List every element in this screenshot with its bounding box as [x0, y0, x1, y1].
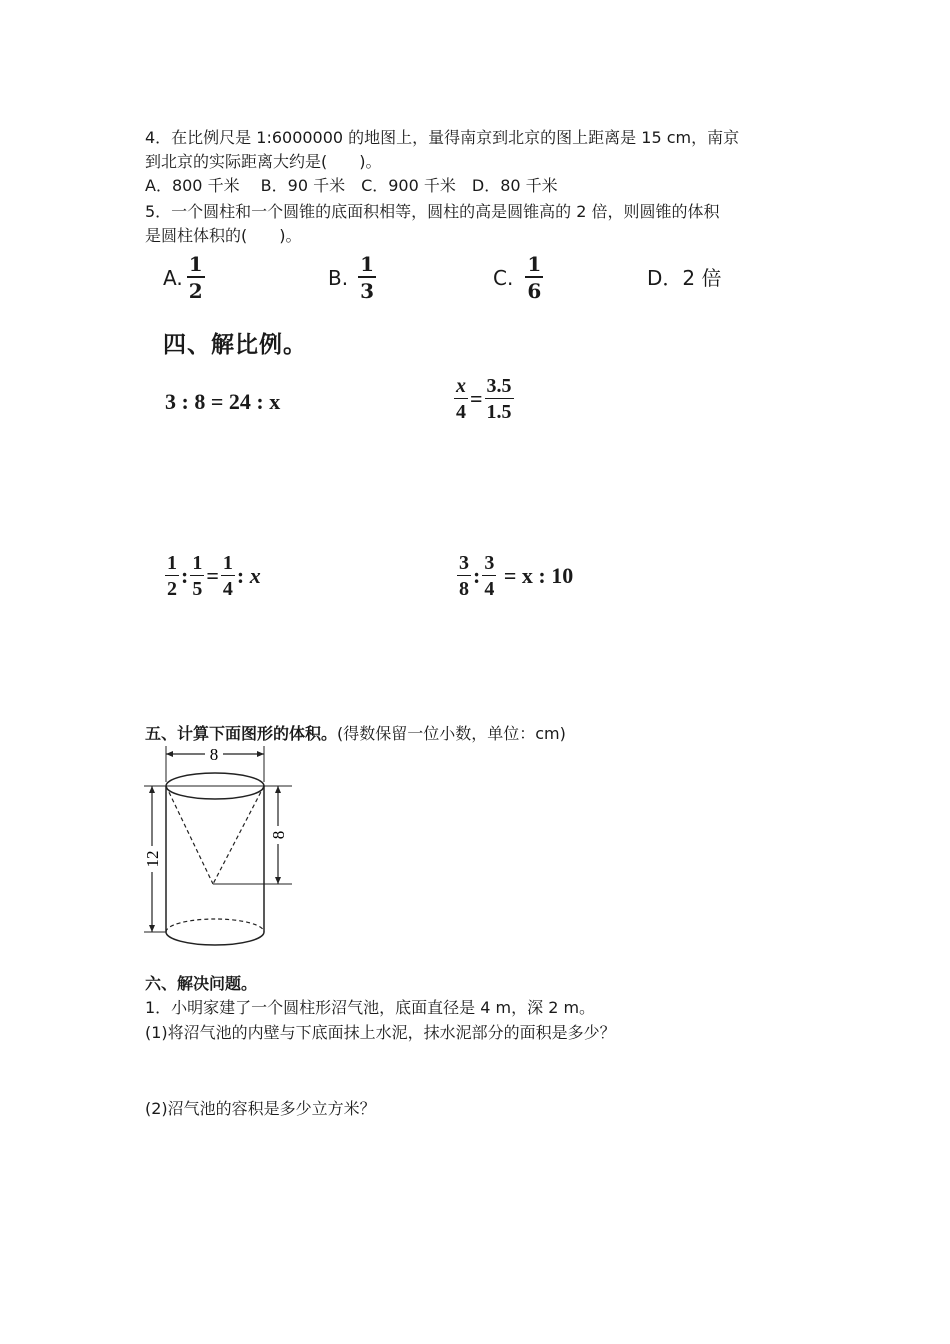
proportion-eq3-fraction-b	[190, 553, 204, 599]
fraction-numerator: 1	[192, 552, 203, 574]
fraction-numerator: 3	[484, 552, 495, 574]
q5-option-a	[163, 254, 205, 301]
section6-title-text: 六、解决问题。	[145, 974, 258, 993]
fraction-numerator: 1	[188, 252, 203, 276]
cone-left-edge	[166, 786, 213, 884]
arrow-up-icon	[149, 786, 155, 793]
cylinder-cone-figure	[140, 742, 300, 961]
section6-q1: 1．小明家建了一个圆柱形沼气池，底面直径是 4 m，深 2 m。	[145, 998, 596, 1017]
proportion-eq1-text: 3 : 8 = 24 : x	[165, 389, 281, 414]
q5-option-b-fraction	[358, 254, 376, 301]
proportion-eq1	[165, 389, 280, 415]
proportion-eq4-fraction-a	[457, 553, 471, 599]
section5-title: 五、计算下面图形的体积。	[145, 724, 338, 743]
q5-stem-line1: 5．一个圆柱和一个圆锥的底面积相等，圆柱的高是圆锥高的 2 倍，则圆锥的体积	[145, 202, 720, 221]
q5-option-c	[493, 254, 543, 301]
q5-option-d	[647, 262, 721, 291]
fraction-denominator: 4	[456, 401, 466, 423]
fraction-denominator: 4	[222, 578, 233, 600]
cylinder-bottom-front-arc	[166, 932, 264, 945]
fraction-numerator: 1	[167, 552, 177, 574]
fraction-denominator: 3	[360, 279, 374, 303]
section6-q1-sub2: (2)沼气池的容积是多少立方米？	[145, 1099, 376, 1118]
proportion-eq2-right-fraction	[485, 376, 514, 422]
arrow-up-icon	[275, 786, 281, 793]
fraction-numerator: 3.5	[486, 375, 512, 397]
diameter-label: 8	[209, 745, 219, 764]
fraction-numerator: x	[456, 375, 466, 397]
fraction-numerator: 3	[459, 552, 469, 574]
fraction-numerator: 1	[222, 552, 233, 574]
proportion-eq4-rhs: x : 10	[521, 563, 574, 588]
q5-option-d-label: D．2 倍	[647, 266, 722, 290]
proportion-eq3	[163, 553, 261, 599]
section4-title: 四、解比例。	[163, 332, 307, 358]
fraction-denominator: 2	[188, 279, 203, 303]
q5-option-b	[328, 254, 376, 301]
arrow-down-icon	[275, 877, 281, 884]
fraction-numerator: 1	[527, 252, 542, 276]
q5-option-c-fraction	[525, 254, 543, 301]
cylinder-cone-diagram	[140, 742, 300, 957]
q5-option-c-label: C.	[493, 265, 514, 290]
q5-option-b-label: B.	[328, 265, 349, 290]
section6-q1-sub1: (1)将沼气池的内壁与下底面抹上水泥，抹水泥部分的面积是多少？	[145, 1023, 616, 1042]
q4-options: A．800 千米 B．90 千米 C．900 千米 D．80 千米	[145, 176, 558, 195]
fraction-denominator: 5	[192, 578, 203, 600]
proportion-eq2-left-fraction	[454, 376, 468, 422]
arrow-right-icon	[257, 751, 264, 757]
arrow-down-icon	[149, 925, 155, 932]
cylinder-height-label: 12	[143, 850, 162, 868]
fraction-denominator: 2	[167, 578, 177, 600]
equals-sign: =	[470, 386, 483, 411]
ratio-colon: :	[236, 563, 250, 588]
q4-stem-line2: 到北京的实际距离大约是( )。	[145, 152, 382, 171]
proportion-eq3-fraction-a	[165, 553, 179, 599]
q4-stem-line1: 4．在比例尺是 1:6000000 的地图上，量得南京到北京的图上距离是 15 cm，南京	[145, 128, 740, 147]
fraction-denominator: 8	[459, 578, 469, 600]
arrow-left-icon	[166, 751, 173, 757]
cylinder-bottom-back-arc	[166, 919, 264, 932]
fraction-denominator: 1.5	[486, 401, 512, 423]
section5-note: (得数保留一位小数，单位：cm)	[337, 724, 566, 743]
q5-option-a-label: A.	[163, 265, 183, 290]
variable-x: x	[249, 563, 261, 588]
proportion-eq2	[452, 376, 516, 422]
section6-title	[145, 972, 257, 996]
ratio-colon: :	[473, 563, 481, 588]
cone-right-edge	[213, 786, 264, 884]
equals-sign: =	[206, 563, 219, 588]
cone-height-label: 8	[269, 830, 288, 840]
fraction-denominator: 4	[484, 578, 495, 600]
fraction-denominator: 6	[527, 279, 542, 303]
proportion-eq4-fraction-b	[482, 553, 496, 599]
q5-stem-line2: 是圆柱体积的( )。	[145, 226, 302, 245]
proportion-eq3-fraction-c	[221, 553, 235, 599]
q5-option-a-fraction	[187, 254, 205, 301]
fraction-numerator: 1	[360, 252, 374, 276]
ratio-colon: :	[181, 563, 189, 588]
proportion-eq4	[455, 553, 573, 599]
equals-sign: =	[498, 563, 522, 588]
